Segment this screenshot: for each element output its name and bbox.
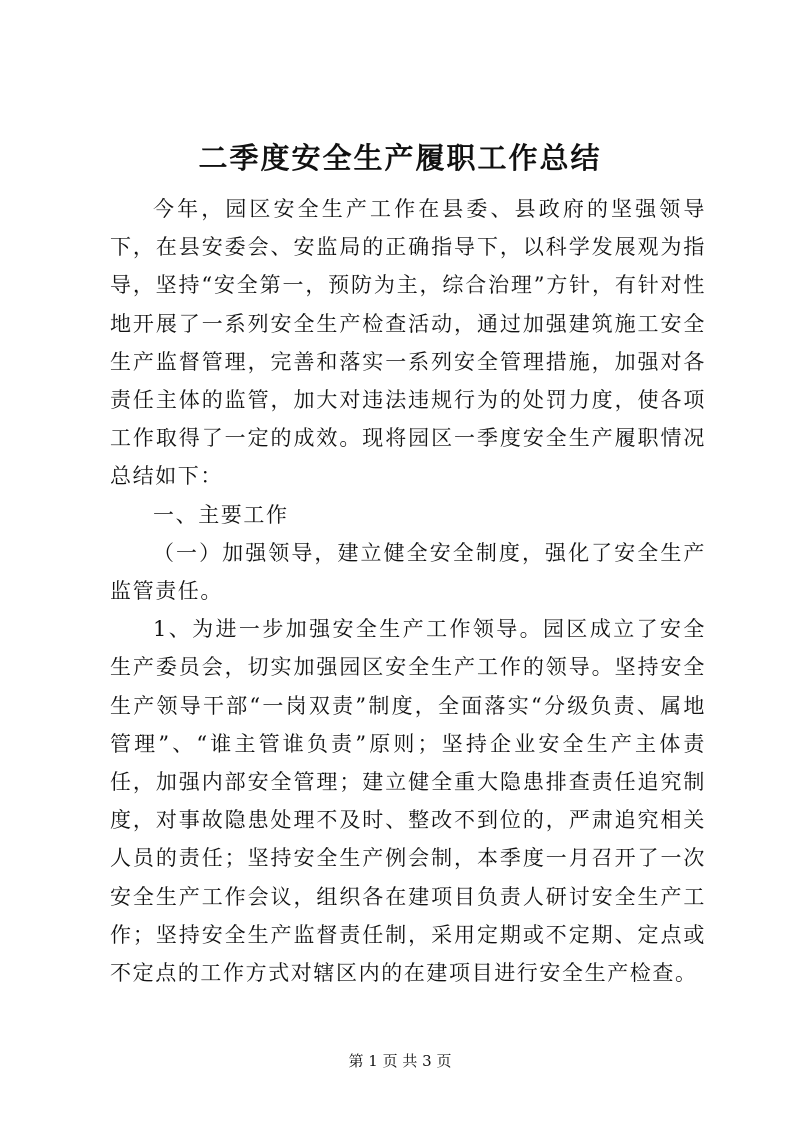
page-footer: 第 1 页 共 3 页 (348, 1052, 452, 1070)
subsection-heading: （一）加强领导，建立健全安全制度，强化了安全生产监管责任。 (110, 540, 706, 604)
document-body (110, 190, 706, 992)
item-paragraph: 1、为进一步加强安全生产工作领导。园区成立了安全生产委员会，切实加强园区安全生产工作的领导。坚持安全生产领导干部“一岗双责”制度，全面落实“分级负责、属地管理”、“谁主管谁负责”原则；坚持企业安全生产主体责任，加强内部安全管理；建立健全重大隐患排查责任追究制度，对事故隐患处理不及时、整改不到位的，严肃追究相关人员的责任；坚持安全生产例会制，本季度一月召开了一次安全生产工作会议，组织各在建项目负责人研讨安全生产工作；坚持安全生产监督责任制，采用定期或不定期、定点或不定点的工作方式对辖区内的在建项目进行安全生产检查。 (110, 617, 706, 986)
document-title: 二季度安全生产履职工作总结 (198, 141, 602, 175)
intro-paragraph: 今年，园区安全生产工作在县委、县政府的坚强领导下，在县安委会、安监局的正确指导下，以科学发展观为指导，坚持“安全第一，预防为主，综合治理”方针，有针对性地开展了一系列安全生产检查活动，通过加强建筑施工安全生产监督管理，完善和落实一系列安全管理措施，加强对各责任主体的监管，加大对违法违规行为的处罚力度，使各项工作取得了一定的成效。现将园区一季度安全生产履职情况总结如下： (110, 197, 706, 489)
section-heading: 一、主要工作 (153, 502, 289, 527)
